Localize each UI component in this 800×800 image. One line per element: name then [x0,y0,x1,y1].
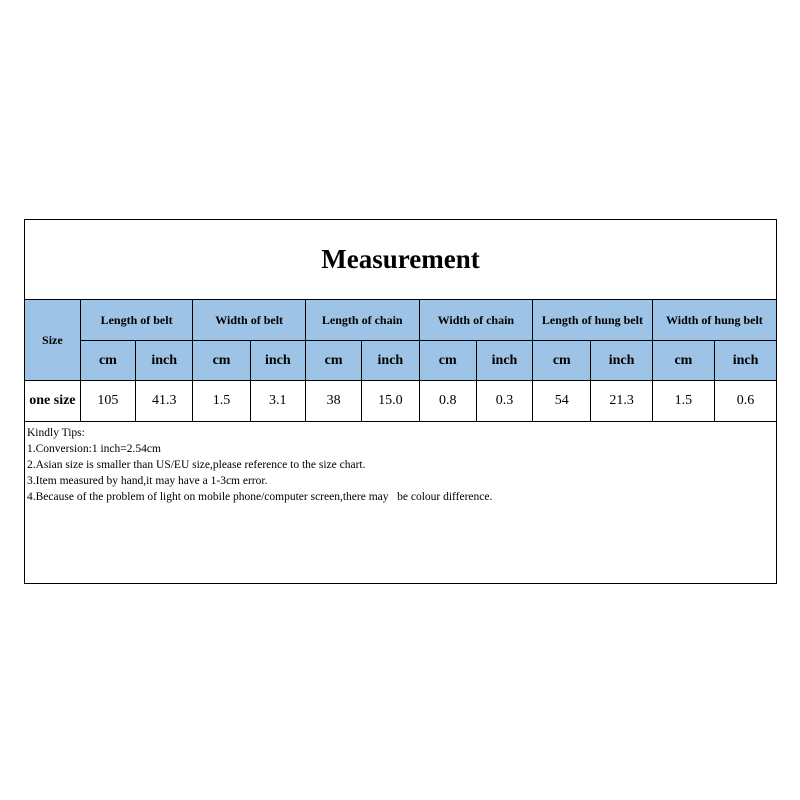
tip-item: 4.Because of the problem of light on mobile phone/computer screen,there may be colour difference. [27,491,493,503]
tip-item: 1.Conversion:1 inch=2.54cm [27,443,161,455]
size-header: Size [25,300,80,381]
table-cell: 105 [80,381,135,422]
unit-inch-header: inch [136,341,193,381]
table-cell: 54 [533,381,591,422]
tips-heading: Kindly Tips: [27,427,85,439]
table-cell: 1.5 [652,381,714,422]
table-cell: 0.8 [419,381,476,422]
unit-inch-header: inch [476,341,532,381]
kindly-tips [25,422,776,505]
table-cell: 0.6 [715,381,776,422]
group-header: Length of hung belt [533,300,653,341]
table-cell: 1.5 [193,381,250,422]
table-cell: 21.3 [591,381,652,422]
page-title: Measurement [25,220,776,300]
group-header: Width of hung belt [652,300,776,341]
group-header: Length of belt [80,300,193,341]
table-cell: 0.3 [476,381,532,422]
table-row [25,381,776,422]
measurement-sheet [24,219,777,584]
header-row-groups [25,300,776,341]
group-header: Width of belt [193,300,306,341]
table-cell: 38 [305,381,361,422]
unit-inch-header: inch [715,341,776,381]
unit-inch-header: inch [362,341,419,381]
group-header: Width of chain [419,300,533,341]
header-row-units [25,341,776,381]
tip-item: 2.Asian size is smaller than US/EU size,please reference to the size chart. [27,459,366,471]
table-cell: 41.3 [136,381,193,422]
unit-cm-header: cm [193,341,250,381]
unit-cm-header: cm [305,341,361,381]
tip-item: 3.Item measured by hand,it may have a 1-3cm error. [27,475,268,487]
row-label: one size [25,381,80,422]
unit-cm-header: cm [652,341,714,381]
unit-inch-header: inch [591,341,652,381]
table-cell: 3.1 [250,381,305,422]
unit-inch-header: inch [250,341,305,381]
unit-cm-header: cm [533,341,591,381]
table-cell: 15.0 [362,381,419,422]
group-header: Length of chain [305,300,419,341]
unit-cm-header: cm [419,341,476,381]
size-table [25,300,776,422]
unit-cm-header: cm [80,341,135,381]
